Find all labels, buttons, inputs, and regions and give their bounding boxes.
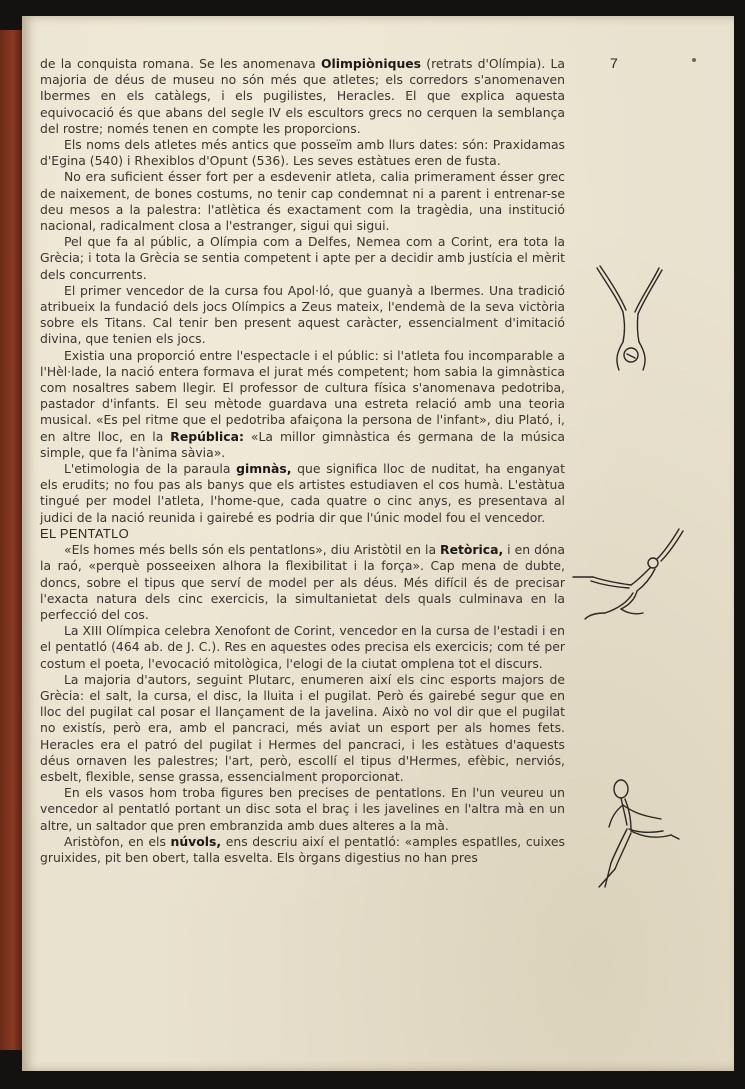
text-run: El primer vencedor de la cursa fou Apol·ló, que guanyà a Ibermes. Una tradició atribueix la fundació dels jocs Olímpics a Zeus mateix, l'endemà de la seva victòria sobre els Titans. Cal tenir ben present aquest caràcter, essencialment d'imitació divina, que tenien els jocs. xyxy=(40,282,565,347)
text-run: «La millor gimnàstica és germana de la música simple, que fa l'ànima sàvia». xyxy=(40,428,565,460)
text-run: No era suficient ésser fort per a esdevenir atleta, calia primerament ésser grec de naixement, de bones costums, no tenir cap condemnat ni a parent i entrenar-se deu mesos a la palestra: l'atlètica és exactament com la tragèdia, una institució nacional, radicalment closa a l'estranger, sigui qui sigui. xyxy=(40,169,565,234)
text-run: i en dóna la raó, «perquè posseeixen alhora la flexibilitat i la força». Cap mena de dubte, doncs, sobre el tipus que serví de model per als déus. Més difícil és de precisar l'exacta natura dels cinc exercicis, la simultanietat dels quals culminava en la perfecció del cos. xyxy=(40,542,565,622)
paragraph xyxy=(40,672,565,785)
paragraph xyxy=(40,785,565,834)
ink-speck xyxy=(692,58,696,62)
paragraph xyxy=(40,137,565,169)
text-run: que significa lloc de nuditat, ha enganyat els erudits; no fou pas als banys que els artistes estudiaven el cos humà. L'estàtua tingué per model l'atleta, l'home-que, cada quatre o cinc anys, es presentava al judici de la nació reunida i gairebé es podria dir que l'únic model fou el vencedor. xyxy=(40,461,565,525)
gymnast-leaping-figure xyxy=(565,525,690,625)
bold-term: Olimpiòniques xyxy=(320,56,422,71)
gymnast-handstand-figure xyxy=(585,262,675,377)
text-run: La XIII Olímpica celebra Xenofont de Corint, vencedor en la cursa de l'estadi i en el pentatló (464 ab. de J. C.). Res en aquestes odes precisa els exercicis; com té per costum el poeta, l'evocació mitològica, l'elogi de la ciutat omplena tot el discurs. xyxy=(40,623,565,671)
text-run: En els vasos hom troba figures ben precises de pentatlons. En l'un veureu un vencedor al pentatló portant un disc sota el braç i les javelines en l'altra mà en un altre, un saltador que pren embranzida amb dues alteres a la mà. xyxy=(40,785,565,833)
text-run: La majoria d'autors, seguint Plutarc, enumeren així els cinc esports majors de Grècia: el salt, la cursa, el disc, la lluita i el pugilat. Però és gairebé segur que en lloc del pugilat cal posar el llançament de la javelina. Això no vol dir que el pugilat no existís, però era, amb el pancraci, més aviat un esport per als homes fets. Heracles era el patró del pugilat i Hermes del pancraci, i les estàtues d'aquests déus ornaven les palestres; l'art, però, escollí el tipus d'Hermes, efèbic, nerviós, esbelt, flexible, sense grassa, essencialment proporcionat. xyxy=(40,671,565,784)
running-sketch-icon xyxy=(585,775,695,895)
text-run: Existia una proporció entre l'espectacle i el públic: si l'atleta fou incomparable a l'Hèl·lade, la nació entera formava el jurat més competent; hom sabia la gimnàstica com nosaltres sabem llegir. El professor de cultura física s'anomenava pedotriba, pastador d'infants. El seu mètode guardava una estreta relació amb una teoria musical. «Es pel ritme que el pedotriba afaiçona la persona de l'infant», diu Plató, i, en altre lloc, en la xyxy=(40,347,565,444)
body-text xyxy=(40,56,565,866)
text-run: de la conquista romana. Se les anomenava xyxy=(40,56,321,71)
paragraphs-part1 xyxy=(40,56,565,526)
leaping-sketch-icon xyxy=(565,525,690,625)
paragraph xyxy=(40,56,565,137)
paragraph xyxy=(40,348,565,461)
text-run: ens descriu així el pentatló: «amples espatlles, cuixes gruixides, pit ben obert, talla esvelta. Els òrgans digestius no han pres xyxy=(40,833,565,865)
paragraphs-part2 xyxy=(40,542,565,866)
paragraph xyxy=(40,169,565,234)
paragraph xyxy=(40,234,565,283)
book-binding-edge xyxy=(0,30,22,1050)
paragraph xyxy=(40,283,565,348)
handstand-sketch-icon xyxy=(585,262,675,377)
paragraph xyxy=(40,542,565,623)
section-title: EL PENTATLO xyxy=(40,525,130,541)
paragraph xyxy=(40,623,565,672)
text-run: Pel que fa al públic, a Olímpia com a Delfes, Nemea com a Corint, era tota la Grècia; i tota la Grècia se sentia competent i apte per a decidir amb justícia el mèrit dels concurrents. xyxy=(40,234,565,282)
bold-term: núvols, xyxy=(170,833,222,849)
bold-term: República: xyxy=(170,428,244,444)
runner-figure xyxy=(585,775,695,895)
bold-term: Retòrica, xyxy=(440,542,504,558)
bold-term: gimnàs, xyxy=(236,461,292,477)
paragraph xyxy=(40,834,565,866)
text-run: «Els homes més bells són els pentatlons», diu Aristòtil en la xyxy=(64,542,441,558)
text-run: Aristòfon, en els xyxy=(64,833,171,849)
text-run: (retrats d'Olímpia). La majoria de déus de museu no són més que atletes; els corredors s'anomenaven Ibermes en els catàlegs, i els pugilistes, Heracles. El que explica aquesta equivocació és que abans del segle IV els escultors grecs no cerquen la semblança del rostre; només tenen en compte les proporcions. xyxy=(40,56,565,136)
text-run: L'etimologia de la paraula xyxy=(64,461,237,477)
paragraph xyxy=(40,461,565,526)
page-number: 7 xyxy=(610,55,618,71)
text-run: Els noms dels atletes més antics que posseïm amb llurs dates: són: Praxidamas d'Egina (540) i Rhexiblos d'Opunt (536). Les seves estàtues eren de fusta. xyxy=(40,137,565,169)
